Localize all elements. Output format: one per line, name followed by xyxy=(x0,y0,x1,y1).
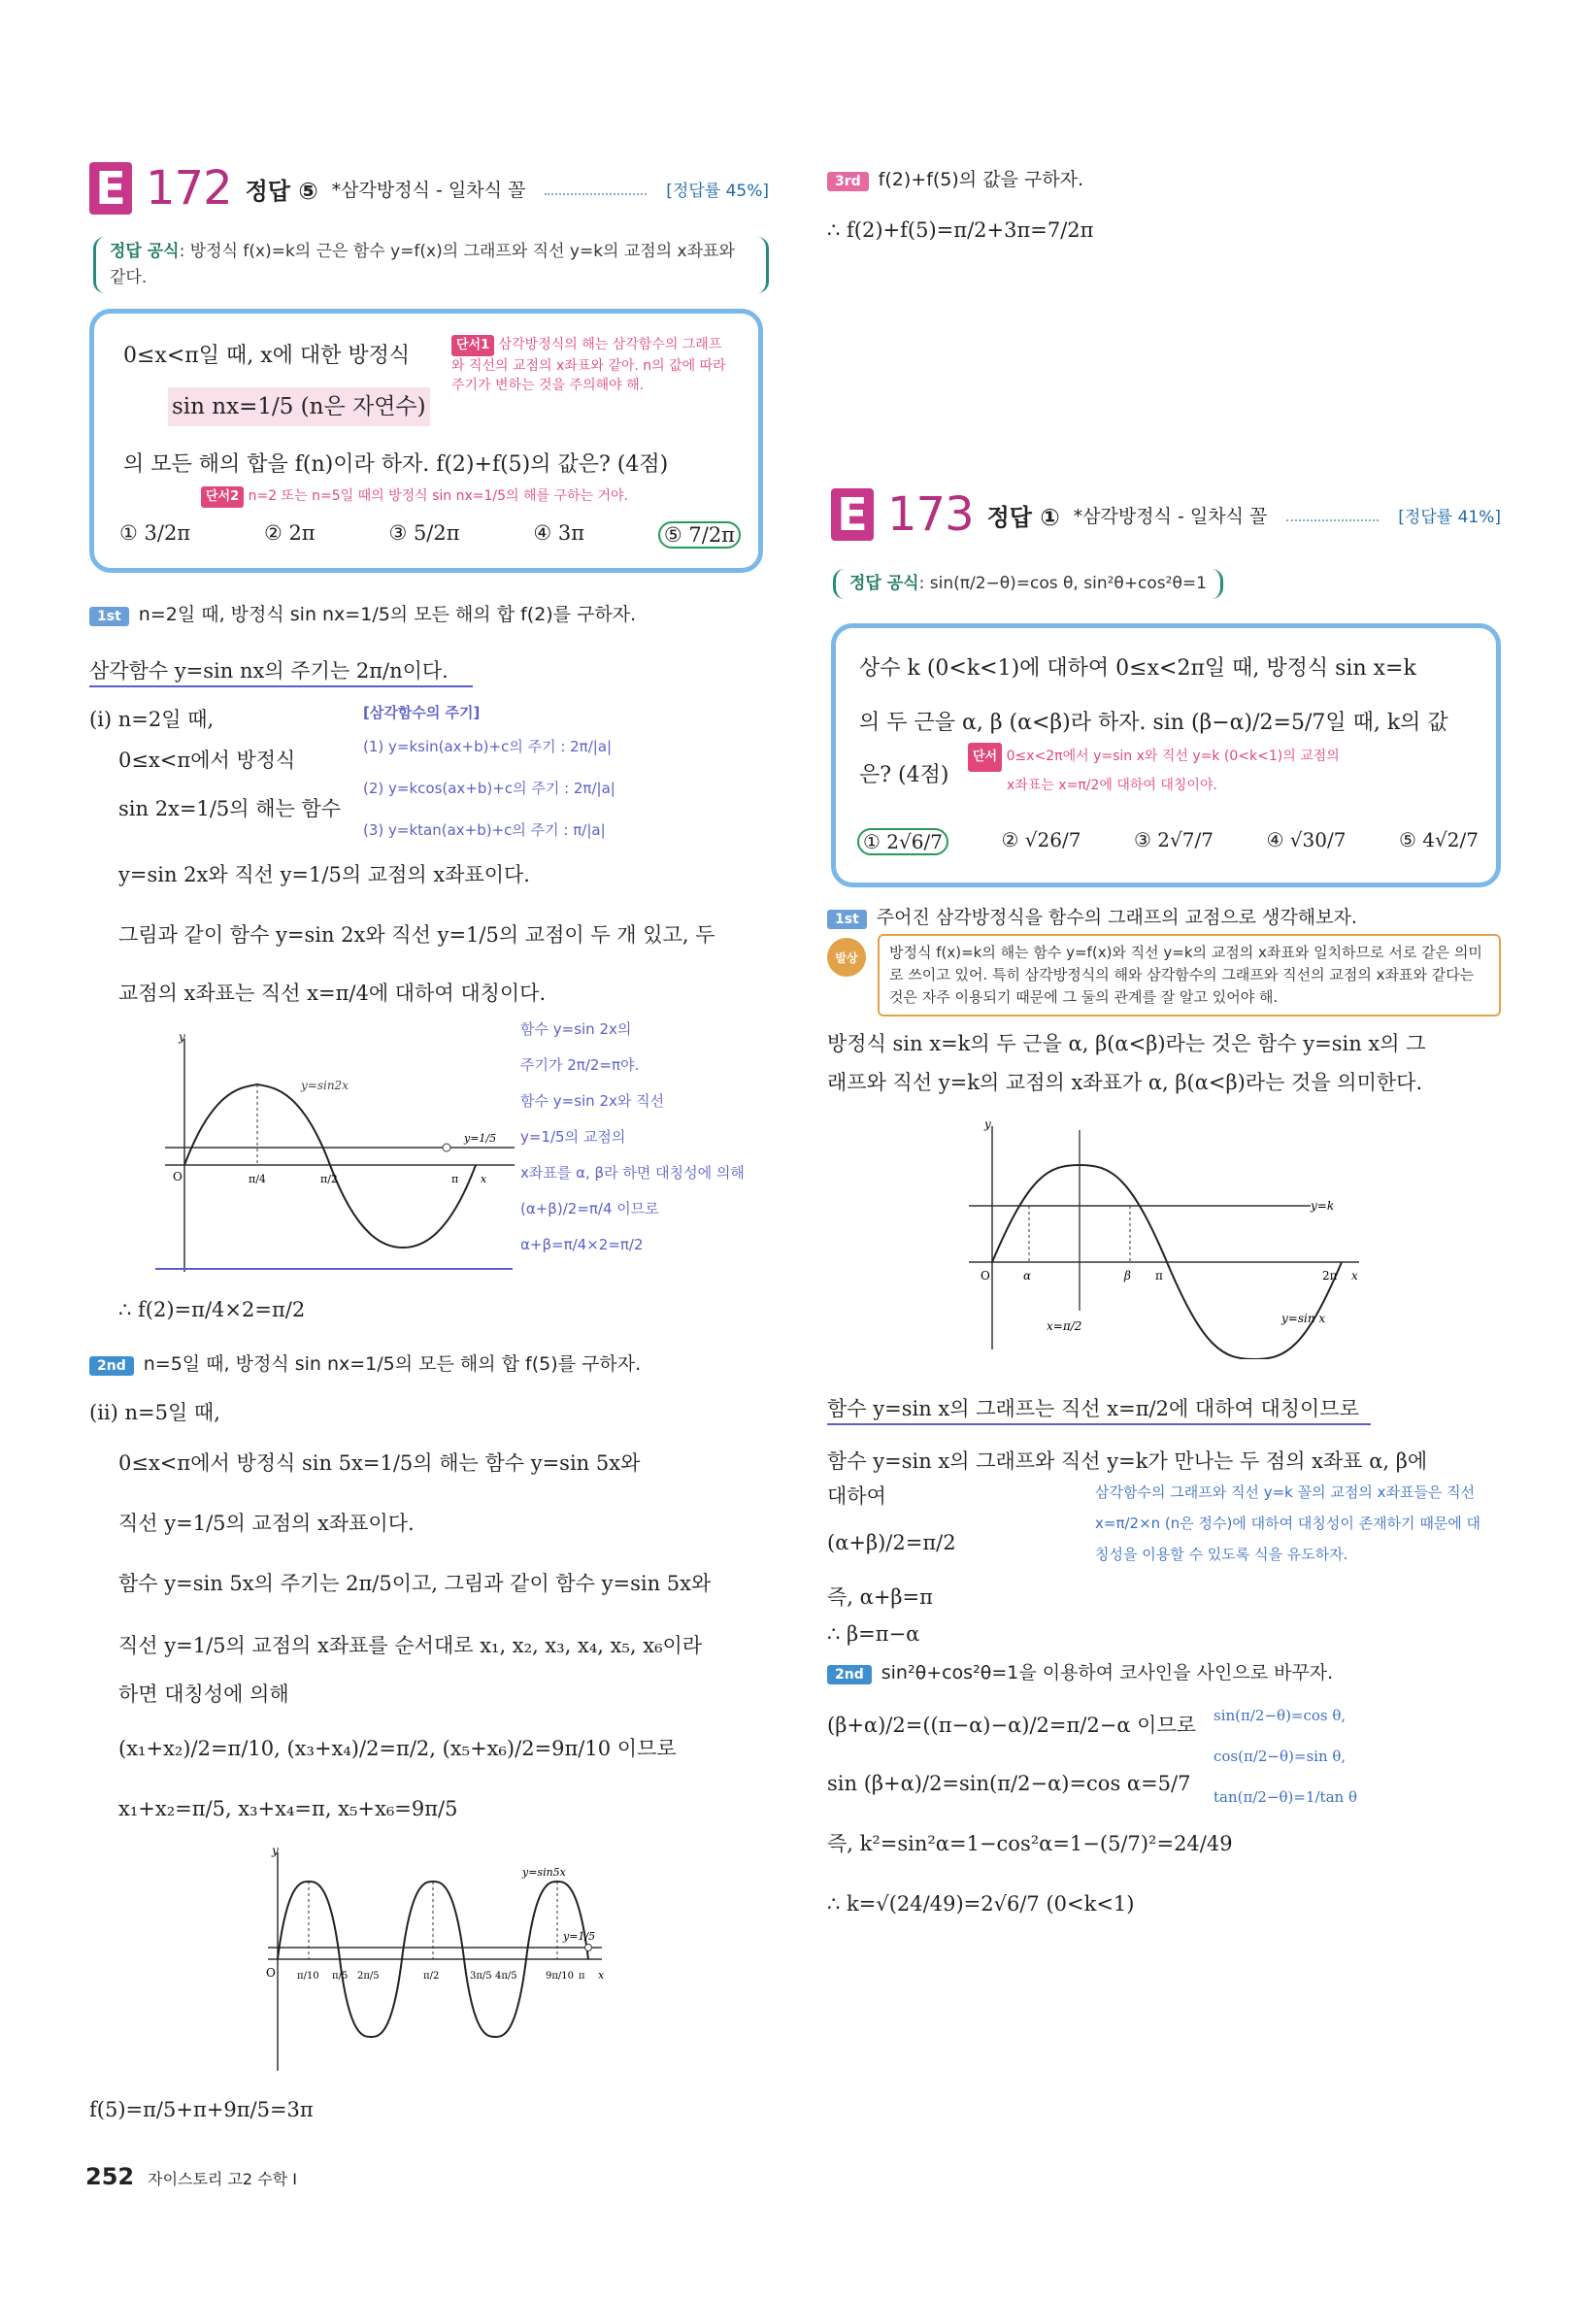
period-tag: [삼각함수의 주기] xyxy=(363,704,481,721)
eq-5: sin (β+α)/2=sin(π/2−α)=cos α=5/7 xyxy=(827,1772,1191,1795)
hint-line-1: 0≤x<2π에서 y=sin x와 직선 y=k (0<k<1)의 교점의 xyxy=(1006,749,1340,764)
problem-letter: E xyxy=(89,162,132,215)
step-173-2-header xyxy=(827,1658,1507,1684)
step-2-text: sin²θ+cos²θ=1을 이용하여 코사인을 사인으로 바꾸자. xyxy=(881,1662,1334,1683)
choice-3[interactable]: ③ 2√7/7 xyxy=(1134,828,1214,851)
graph-text-1: 그림과 같이 함수 y=sin 2x와 직선 y=1/5의 교점이 두 개 있고, 두 xyxy=(118,923,715,947)
case-ii-line-3: 함수 y=sin 5x의 주기는 2π/5이고, 그림과 같이 함수 y=sin 5x와 xyxy=(118,1572,712,1595)
hint-2 xyxy=(201,486,745,508)
graph-sinx xyxy=(961,1116,1369,1359)
step-3-tag: 3rd xyxy=(827,172,869,191)
g2-tick-6: 4π/5 xyxy=(495,1971,517,1982)
g3-twopi: 2π xyxy=(1322,1269,1338,1283)
side-note-3: 함수 y=sin 2x와 직선 xyxy=(520,1092,665,1110)
graph-sin5x xyxy=(262,1843,612,2076)
tip-badge xyxy=(827,938,866,977)
choice-2[interactable]: ② 2π xyxy=(263,521,316,545)
step-1-text: n=2일 때, 방정식 sin nx=1/5의 모든 해의 합 f(2)를 구하자. xyxy=(138,604,637,625)
side-173-3: 칭성을 이용할 수 있도록 식을 유도하자. xyxy=(1095,1546,1348,1563)
g3-beta: β xyxy=(1124,1269,1131,1283)
dotted-leader xyxy=(545,182,647,195)
step-1-tag: 1st xyxy=(89,607,129,626)
g2-tick-7: 9π/10 xyxy=(546,1971,575,1982)
side-note-2: 주기가 2π/2=π야. xyxy=(520,1056,640,1074)
graph-sin2x xyxy=(155,1029,524,1282)
hint-tag: 단서 xyxy=(968,743,1002,772)
case-i: (i) n=2일 때, xyxy=(89,708,215,731)
step-3-header xyxy=(827,165,1507,191)
choice-5[interactable]: ⑤ 4√2/7 xyxy=(1399,828,1479,851)
g3-sym: x=π/2 xyxy=(1047,1319,1082,1333)
eq-6: 즉, k²=sin²α=1−cos²α=1−(5/7)²=24/49 xyxy=(827,1832,1233,1855)
g2-line-label: y=1/5 xyxy=(563,1930,596,1943)
answer-formula xyxy=(93,237,769,293)
g2-curve-label: y=sin5x xyxy=(522,1866,566,1879)
step-1-tag: 1st xyxy=(827,910,867,929)
side-note-1: 함수 y=sin 2x의 xyxy=(520,1020,632,1038)
side-note-6: (α+β)/2=π/4 이므로 xyxy=(520,1200,659,1217)
question-equation: sin nx=1/5 (n은 자연수) xyxy=(168,387,430,426)
g1-line-label: y=1/5 xyxy=(464,1132,497,1145)
side-note-7: α+β=π/4×2=π/2 xyxy=(520,1236,644,1253)
tip-box: 방정식 f(x)=k의 해는 함수 y=f(x)와 직선 y=k의 교점의 x좌표와 일치하므로 서로 같은 의미로 쓰이고 있어. 특히 삼각방정식의 해와 삼각함수의 그래프와 직선의 교점의 x좌표와 같다는 것은 자주 이용되기 때문에 그 둘의 관계를 잘 알고 있어야 해. xyxy=(878,934,1501,1016)
choices xyxy=(119,521,741,549)
choice-4[interactable]: ④ 3π xyxy=(533,521,585,545)
step-173-1-header xyxy=(827,903,1507,929)
step-2-header xyxy=(89,1349,769,1376)
question-line-1: 상수 k (0<k<1)에 대하여 0≤x<2π일 때, 방정식 sin x=k xyxy=(859,656,1416,681)
side-notes-173 xyxy=(1095,1482,1503,1565)
step-3-text: f(2)+f(5)의 값을 구하자. xyxy=(878,169,1084,190)
g2-tick-4: π/2 xyxy=(423,1971,440,1982)
text-173-4: 대하여 xyxy=(827,1484,886,1508)
case-ii-line-5: 하면 대칭성에 의해 xyxy=(118,1683,289,1706)
g2-tick-5: 3π/5 xyxy=(470,1971,492,1982)
period-notes xyxy=(363,701,683,843)
choices xyxy=(857,828,1479,855)
formula-text: : 방정식 f(x)=k의 근은 함수 y=f(x)의 그래프와 직선 y=k의 교점의 x좌표와 같다. xyxy=(110,242,735,287)
problem-173-header xyxy=(831,487,1501,542)
page-footer xyxy=(85,2163,297,2190)
question-box-172 xyxy=(89,309,763,573)
identity-1: sin(π/2−θ)=cos θ, xyxy=(1214,1707,1347,1724)
g1-tick-pi: π xyxy=(451,1173,459,1185)
answer-label: 정답 ⑤ xyxy=(245,177,318,205)
book-title: 자이스토리 고2 수학 I xyxy=(148,2170,297,2188)
step-1-text: 주어진 삼각방정식을 함수의 그래프의 교점으로 생각해보자. xyxy=(876,907,1357,928)
formula-text: : sin(π/2−θ)=cos θ, sin²θ+cos²θ=1 xyxy=(918,574,1207,593)
text-173-3: 함수 y=sin x의 그래프와 직선 y=k가 만나는 두 점의 x좌표 α, β에 xyxy=(827,1449,1428,1473)
step-2-tag: 2nd xyxy=(89,1356,134,1376)
case-ii: (ii) n=5일 때, xyxy=(89,1401,220,1424)
problem-number: 172 xyxy=(146,161,232,216)
accuracy-rate: [정답률 41%] xyxy=(1398,507,1501,527)
hint-2-text: n=2 또는 n=5일 때의 방정식 sin nx=1/5의 해를 구하는 거야. xyxy=(248,488,629,504)
answer-label: 정답 ① xyxy=(986,503,1060,531)
side-notes-172 xyxy=(520,1012,763,1263)
f2-result: ∴ f(2)=π/4×2=π/2 xyxy=(118,1298,306,1321)
g3-pi: π xyxy=(1155,1269,1163,1283)
choice-4[interactable]: ④ √30/7 xyxy=(1266,828,1347,851)
eq-3: ∴ β=π−α xyxy=(827,1622,920,1646)
step-2-text: n=5일 때, 방정식 sin nx=1/5의 모든 해의 합 f(5)를 구하자. xyxy=(143,1353,642,1375)
choice-5[interactable]: ⑤ 7/2π xyxy=(658,521,741,549)
case-ii-line-2: 직선 y=1/5의 교점의 x좌표이다. xyxy=(118,1512,415,1535)
g2-tick-2: π/5 xyxy=(332,1971,349,1982)
choice-2[interactable]: ② √26/7 xyxy=(1001,828,1081,851)
hint-1 xyxy=(451,335,733,395)
case-i-line-1: 0≤x<π에서 방정식 xyxy=(118,749,296,772)
eq-1: (α+β)/2=π/2 xyxy=(827,1531,956,1554)
side-173-2: x=π/2×n (n은 정수)에 대하여 대칭성이 존재하기 때문에 대 xyxy=(1095,1515,1481,1532)
side-173-1: 삼각함수의 그래프와 직선 y=k 꼴의 교점의 x좌표들은 직선 xyxy=(1095,1483,1476,1501)
graph-text-2: 교점의 x좌표는 직선 x=π/4에 대하여 대칭이다. xyxy=(118,982,547,1005)
eq-7: ∴ k=√(24/49)=2√6/7 (0<k<1) xyxy=(827,1892,1135,1916)
problem-letter: E xyxy=(831,488,874,541)
problem-172-header xyxy=(89,161,769,216)
g1-o: O xyxy=(173,1170,183,1183)
case-i-line-3: y=sin 2x와 직선 y=1/5의 교점의 x좌표이다. xyxy=(118,863,530,886)
hint-173 xyxy=(968,743,1473,799)
formula-tag: 정답 공식 xyxy=(110,242,180,261)
problem-type: *삼각방정식 - 일차식 꼴 xyxy=(1073,505,1268,527)
identities xyxy=(1214,1695,1485,1817)
g3-x: x xyxy=(1351,1269,1358,1283)
side-note-4: y=1/5의 교점의 xyxy=(520,1128,626,1146)
choice-1[interactable]: ① 3/2π xyxy=(119,521,191,545)
question-line-2: 의 두 근을 α, β (α<β)라 하자. sin (β−α)/2=5/7일 때, k의 값 xyxy=(859,711,1448,735)
graph-1-underline xyxy=(155,1268,513,1270)
g3-alpha: α xyxy=(1023,1269,1032,1283)
hint-1-text: 삼각방정식의 해는 삼각함수의 그래프와 직선의 교점의 x좌표와 같아. n의 값에 따라 주기가 변하는 것을 주의해야 해. xyxy=(451,337,726,393)
text-173-2: 래프와 직선 y=k의 교점의 x좌표가 α, β(α<β)라는 것을 의미한다. xyxy=(827,1071,1423,1094)
case-ii-line-7: x₁+x₂=π/5, x₃+x₄=π, x₅+x₆=9π/5 xyxy=(118,1797,458,1820)
sin2x-curve xyxy=(184,1084,476,1248)
g1-tick-pi4: π/4 xyxy=(249,1173,266,1185)
g1-y: y xyxy=(179,1030,185,1044)
g2-o: O xyxy=(266,1966,276,1980)
question-box-173 xyxy=(831,623,1501,887)
eq-4: (β+α)/2=((π−α)−α)/2=π/2−α 이므로 xyxy=(827,1714,1197,1737)
accuracy-rate: [정답률 45%] xyxy=(666,181,769,201)
problem-number: 173 xyxy=(887,487,974,542)
formula-tag: 정답 공식 xyxy=(849,574,919,593)
choice-1[interactable]: ① 2√6/7 xyxy=(857,828,948,855)
g1-tick-pi2: π/2 xyxy=(320,1173,338,1185)
eq-2: 즉, α+β=π xyxy=(827,1585,933,1609)
question-line-3: 의 모든 해의 합을 f(n)이라 하자. f(2)+f(5)의 값은? (4점) xyxy=(123,452,669,477)
choice-3[interactable]: ③ 5/2π xyxy=(388,521,460,545)
step-1-header xyxy=(89,600,769,626)
case-ii-line-1: 0≤x<π에서 방정식 sin 5x=1/5의 해는 함수 y=sin 5x와 xyxy=(118,1451,641,1475)
hint-2-tag: 단서2 xyxy=(201,486,244,508)
page-number: 252 xyxy=(85,2163,135,2190)
identity-2: cos(π/2−θ)=sin θ, xyxy=(1214,1748,1347,1765)
step-3-result: ∴ f(2)+f(5)=π/2+3π=7/2π xyxy=(827,218,1094,242)
hint-1-tag: 단서1 xyxy=(451,335,494,356)
case-ii-line-4: 직선 y=1/5의 교점의 x좌표를 순서대로 x₁, x₂, x₃, x₄, x₅, x₆이라 xyxy=(118,1634,703,1657)
g2-tick-3: 2π/5 xyxy=(357,1971,380,1982)
step-2-tag: 2nd xyxy=(827,1665,872,1684)
case-ii-line-6: (x₁+x₂)/2=π/10, (x₃+x₄)/2=π/2, (x₅+x₆)/2=9π/10 이므로 xyxy=(118,1737,677,1760)
dotted-leader xyxy=(1286,508,1379,521)
identity-3: tan(π/2−θ)=1/tan θ xyxy=(1214,1788,1357,1806)
period-3: (3) y=ktan(ax+b)+c의 주기 : π/|a| xyxy=(363,821,606,839)
g3-line: y=k xyxy=(1311,1199,1335,1213)
problem-type: *삼각방정식 - 일차식 꼴 xyxy=(331,179,526,201)
g2-tick-1: π/10 xyxy=(297,1971,319,1982)
g2-y: y xyxy=(272,1844,279,1857)
period-1: (1) y=ksin(ax+b)+c의 주기 : 2π/|a| xyxy=(363,738,613,755)
g3-y: y xyxy=(984,1117,991,1131)
hint-line-2: x좌표는 x=π/2에 대하여 대칭이야. xyxy=(1007,778,1217,793)
period-2: (2) y=kcos(ax+b)+c의 주기 : 2π/|a| xyxy=(363,780,615,797)
g2-tick-8: π xyxy=(579,1971,585,1982)
tip-badge-text: 발상 xyxy=(835,950,858,965)
answer-formula-173 xyxy=(833,569,1223,599)
g3-o: O xyxy=(981,1269,990,1283)
case-i-line-2: sin 2x=1/5의 해는 함수 xyxy=(118,797,342,820)
g2-x: x xyxy=(598,1969,605,1982)
question-line-3: 은? (4점) xyxy=(859,763,949,787)
sym-text: 함수 y=sin x의 그래프는 직선 x=π/2에 대하여 대칭이므로 xyxy=(827,1394,1371,1425)
g1-curve-label: y=sin2x xyxy=(301,1079,349,1092)
g1-x: x xyxy=(481,1173,487,1185)
side-note-5: x좌표를 α, β라 하면 대칭성에 의해 xyxy=(520,1164,745,1182)
period-line: 삼각함수 y=sin nx의 주기는 2π/n이다. xyxy=(89,656,473,687)
question-line-1: 0≤x<π일 때, x에 대한 방정식 xyxy=(123,344,411,368)
f5-result: f(5)=π/5+π+9π/5=3π xyxy=(89,2098,314,2121)
g3-curve: y=sin x xyxy=(1281,1312,1326,1325)
text-173-1: 방정식 sin x=k의 두 근을 α, β(α<β)라는 것은 함수 y=sin x의 그 xyxy=(827,1032,1426,1055)
